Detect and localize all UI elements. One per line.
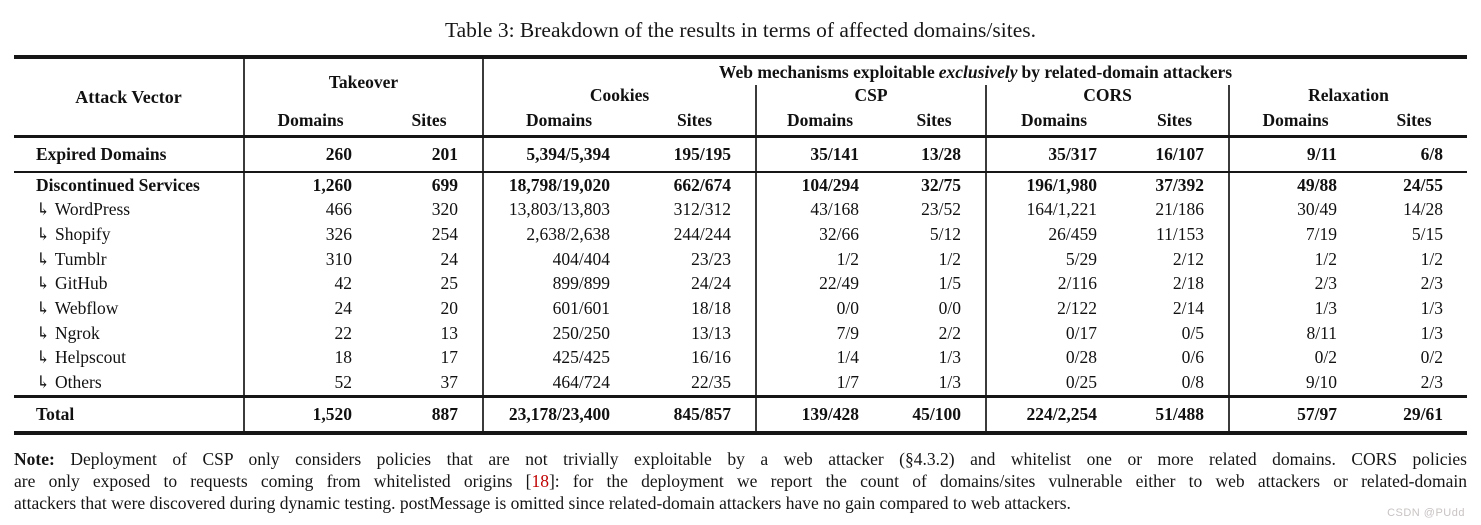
cell: 24 [243, 296, 376, 321]
section-discontinued-services [14, 173, 1467, 395]
cell: 2/122 [985, 296, 1121, 321]
cell: 1/2 [755, 247, 883, 272]
watermark: CSDN @PUdd [1387, 507, 1465, 519]
subheader-relaxation-sites: Sites [1396, 109, 1432, 130]
cell: 9/11 [1228, 138, 1361, 171]
cell: 5,394/5,394 [482, 138, 634, 171]
cell: 250/250 [482, 321, 634, 346]
subheader-takeover-sites: Sites [411, 109, 447, 130]
cell: 13/28 [921, 144, 961, 164]
subheader-cookies-sites: Sites [677, 109, 712, 130]
note-label: Note: [14, 448, 55, 469]
note-line-2 [14, 470, 1467, 492]
table-row [14, 398, 1467, 431]
table-row [14, 321, 1467, 346]
column-header-attack-vector: Attack Vector [75, 86, 182, 107]
column-group-cors: CORS [985, 85, 1228, 105]
row-label: ↳ Webflow [36, 298, 119, 319]
cell: 464/724 [482, 370, 634, 395]
column-group-relaxation: Relaxation [1228, 85, 1467, 105]
subheader-csp-sites: Sites [916, 109, 952, 130]
cell: 244/244 [673, 224, 731, 245]
row-label: ↳ Shopify [36, 224, 111, 245]
cell: 35/141 [755, 138, 883, 171]
table-row [14, 296, 1467, 321]
cell: 0/8 [1181, 372, 1204, 393]
note-text-2b: ]: for the deployment we report the count of domains/sites vulnerable either to web attackers or related-domain [548, 470, 1467, 491]
subheader-takeover-domains: Domains [243, 105, 376, 135]
cell: 139/428 [755, 398, 883, 431]
cell: 0/5 [1181, 322, 1204, 343]
table-row [14, 173, 1467, 198]
cell: 310 [243, 247, 376, 272]
subheader-cors-domains: Domains [985, 105, 1121, 135]
row-label: ↳ WordPress [36, 199, 131, 220]
cell: 29/61 [1403, 403, 1443, 424]
cell: 320 [431, 199, 458, 220]
cell: 224/2,254 [985, 398, 1121, 431]
cell: 26/459 [985, 222, 1121, 247]
cell: 2/2 [938, 322, 961, 343]
cell: 32/66 [755, 222, 883, 247]
cell: 52 [243, 370, 376, 395]
subheader-csp-domains: Domains [755, 105, 883, 135]
subheader-cors-sites: Sites [1157, 109, 1192, 130]
row-label: ↳ Tumblr [36, 248, 107, 269]
cell: 13,803/13,803 [482, 198, 634, 223]
cell: 37/392 [1155, 174, 1204, 195]
web-mechanisms-prefix: Web mechanisms exploitable [718, 61, 935, 82]
cell: 254 [431, 224, 458, 245]
row-label: ↳ Helpscout [36, 347, 126, 368]
cell: 20 [440, 298, 458, 319]
row-label: ↳ GitHub [36, 273, 108, 294]
table-row [14, 222, 1467, 247]
cell: 1/3 [938, 372, 961, 393]
cell: 7/19 [1228, 222, 1361, 247]
results-table [14, 55, 1467, 435]
cell: 1,520 [243, 398, 376, 431]
note-line-3 [14, 492, 1467, 514]
row-label: Total [36, 403, 75, 424]
cell: 37 [440, 372, 458, 393]
cell: 196/1,980 [985, 173, 1121, 198]
cell: 312/312 [673, 199, 731, 220]
column-group-takeover: Takeover [243, 59, 482, 105]
cell: 23/52 [921, 199, 961, 220]
cell: 22/49 [755, 272, 883, 297]
cell: 6/8 [1420, 144, 1443, 164]
cell: 0/17 [985, 321, 1121, 346]
cell: 51/488 [1155, 403, 1204, 424]
cell: 21/186 [1155, 199, 1204, 220]
column-group-csp: CSP [755, 85, 985, 105]
cell: 18 [243, 346, 376, 371]
cell: 32/75 [921, 174, 961, 195]
cell: 0/6 [1181, 347, 1204, 368]
cell: 2/3 [1420, 372, 1443, 393]
cell: 22/35 [691, 372, 731, 393]
cell: 5/12 [929, 224, 961, 245]
table-row [14, 370, 1467, 395]
cell: 30/49 [1228, 198, 1361, 223]
row-label: ↳ Others [36, 372, 102, 393]
cell: 1,260 [243, 173, 376, 198]
table-caption: Table 3: Breakdown of the results in terms of affected domains/sites. [445, 18, 1036, 42]
cell: 23,178/23,400 [482, 398, 634, 431]
cell: 0/2 [1228, 346, 1361, 371]
cell: 24/55 [1403, 174, 1443, 195]
cell: 164/1,221 [985, 198, 1121, 223]
table-row [14, 198, 1467, 223]
cell: 466 [243, 198, 376, 223]
cell: 260 [243, 138, 376, 171]
note-text-2a: are only exposed to requests coming from whitelisted origins [ [14, 470, 532, 491]
cell: 13/13 [691, 322, 731, 343]
cell: 1/4 [755, 346, 883, 371]
cell: 16/107 [1155, 144, 1204, 164]
cell: 1/3 [1420, 322, 1443, 343]
cell: 2,638/2,638 [482, 222, 634, 247]
bottom-rule [14, 431, 1467, 435]
subheader-relaxation-domains: Domains [1228, 105, 1361, 135]
cell: 104/294 [755, 173, 883, 198]
cell: 404/404 [482, 247, 634, 272]
cell: 1/3 [1228, 296, 1361, 321]
cell: 2/116 [985, 272, 1121, 297]
cell: 1/5 [938, 273, 961, 294]
citation-18[interactable]: 18 [531, 470, 549, 491]
cell: 1/3 [938, 347, 961, 368]
cell: 0/2 [1420, 347, 1443, 368]
section-expired-domains [14, 138, 1467, 171]
table-row [14, 272, 1467, 297]
section-total [14, 398, 1467, 431]
cell: 57/97 [1228, 398, 1361, 431]
note-text-3: attackers that were discovered during dynamic testing. postMessage is omitted since related-domain attackers have no gain compared to web attackers. [14, 492, 1071, 513]
cell: 11/153 [1156, 224, 1204, 245]
cell: 699 [431, 174, 458, 195]
cell: 326 [243, 222, 376, 247]
cell: 35/317 [985, 138, 1121, 171]
cell: 24/24 [691, 273, 731, 294]
cell: 18,798/19,020 [482, 173, 634, 198]
cell: 195/195 [673, 144, 731, 164]
cell: 16/16 [691, 347, 731, 368]
cell: 0/0 [938, 298, 961, 319]
web-mechanisms-emphasis: exclusively [938, 61, 1018, 82]
table-row [14, 346, 1467, 371]
cell: 9/10 [1228, 370, 1361, 395]
cell: 5/15 [1411, 224, 1443, 245]
column-group-web-mechanisms [482, 59, 1467, 85]
cell: 201 [431, 144, 458, 164]
cell: 14/28 [1403, 199, 1443, 220]
cell: 2/14 [1172, 298, 1204, 319]
cell: 662/674 [673, 174, 731, 195]
cell: 845/857 [673, 403, 731, 424]
subheader-cookies-domains: Domains [482, 105, 634, 135]
cell: 8/11 [1228, 321, 1361, 346]
cell: 1/7 [755, 370, 883, 395]
cell: 887 [431, 403, 458, 424]
cell: 23/23 [691, 248, 731, 269]
cell: 1/2 [1420, 248, 1443, 269]
cell: 18/18 [691, 298, 731, 319]
cell: 43/168 [755, 198, 883, 223]
cell: 0/28 [985, 346, 1121, 371]
cell: 5/29 [985, 247, 1121, 272]
row-label: Expired Domains [36, 144, 167, 164]
cell: 45/100 [912, 403, 961, 424]
cell: 13 [440, 322, 458, 343]
cell: 49/88 [1228, 173, 1361, 198]
cell: 899/899 [482, 272, 634, 297]
cell: 0/0 [755, 296, 883, 321]
table-note [14, 448, 1467, 514]
cell: 42 [243, 272, 376, 297]
row-label: Discontinued Services [36, 174, 200, 195]
table-row [14, 138, 1467, 171]
table-header [14, 59, 1467, 135]
cell: 0/25 [985, 370, 1121, 395]
note-text-1: Deployment of CSP only considers policies that are not trivially exploitable by a web attacker (§4.3.2) and whitelist one or more related domains. CORS policies [54, 448, 1467, 469]
cell: 2/12 [1172, 248, 1204, 269]
web-mechanisms-suffix: by related-domain attackers [1021, 61, 1233, 82]
cell: 1/2 [938, 248, 961, 269]
cell: 2/3 [1228, 272, 1361, 297]
row-label: ↳ Ngrok [36, 322, 100, 343]
cell: 2/3 [1420, 273, 1443, 294]
table-row [14, 247, 1467, 272]
cell: 22 [243, 321, 376, 346]
cell: 17 [440, 347, 458, 368]
cell: 24 [440, 248, 458, 269]
note-line-1 [14, 448, 1467, 470]
cell: 25 [440, 273, 458, 294]
column-group-cookies: Cookies [482, 85, 755, 105]
cell: 1/2 [1228, 247, 1361, 272]
cell: 601/601 [482, 296, 634, 321]
cell: 1/3 [1420, 298, 1443, 319]
cell: 7/9 [755, 321, 883, 346]
cell: 2/18 [1172, 273, 1204, 294]
cell: 425/425 [482, 346, 634, 371]
